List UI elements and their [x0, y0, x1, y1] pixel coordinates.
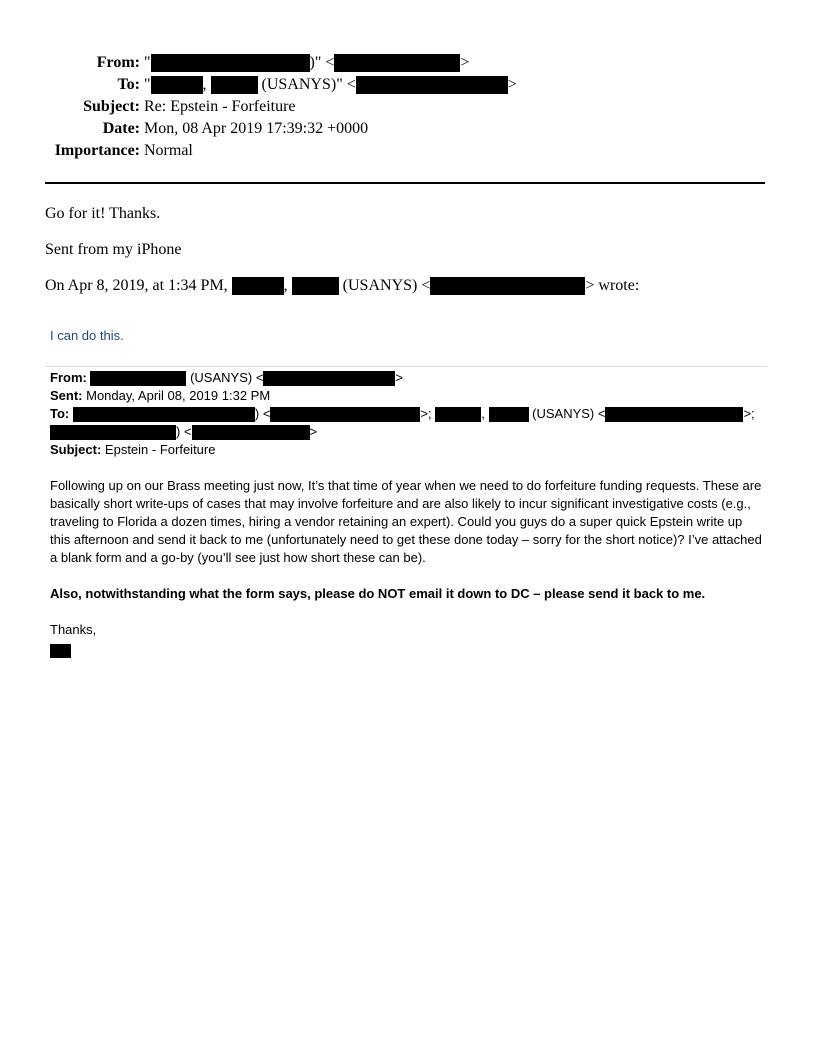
closing: Thanks,: [50, 622, 97, 637]
date-label: Date:: [102, 120, 140, 137]
original-to-row-continued: ) < >: [50, 423, 770, 441]
redaction: [192, 425, 310, 440]
to-label: To:: [117, 76, 140, 93]
original-message-header: [50, 369, 770, 459]
message-body: Following up on our Brass meeting just now, It’s that time of year when we need to do forfeiture funding requests. These are basically short write-ups of cases that may involve forfeiture and are also likely to incur significant investigative costs (e.g., traveling to Florida a dozen times, hiring a vendor retaining an expert). Could you guys do a super quick Epstein write up this afternoon and send it back to me (unfortunately need to get these done today – sorry for the short notice)? I’ve attached a blank form and a go-by (you’ll see just how short these can be).: [50, 478, 762, 565]
redaction: [356, 76, 508, 94]
importance-label: Importance:: [54, 142, 140, 159]
quoted-reply: I can do this.: [50, 328, 124, 343]
redaction: [232, 277, 284, 295]
sent-from-line: Sent from my iPhone: [45, 241, 182, 258]
importance-value: Normal: [144, 142, 193, 159]
quote-header: On Apr 8, 2019, at 1:34 PM, , (USANYS) < > wrote:: [45, 277, 640, 294]
signature-redaction: [50, 642, 71, 660]
redaction: [605, 407, 743, 422]
reply-line: Go for it! Thanks.: [45, 205, 161, 222]
subject-row: [0, 96, 816, 118]
to-row: [0, 74, 816, 96]
quote-separator: [45, 366, 767, 367]
from-row: [0, 52, 816, 74]
original-to-row: To: ) < >; , (USANYS) < >;: [50, 406, 755, 421]
original-sent-row: Sent: Monday, April 08, 2019 1:32 PM: [50, 388, 271, 403]
redaction: [292, 277, 339, 295]
redaction: [90, 371, 186, 386]
redaction: [489, 407, 529, 422]
from-value: " )" < >: [144, 54, 470, 71]
redaction: [151, 54, 310, 72]
original-from-row: From: (USANYS) < >: [50, 370, 404, 385]
original-subject-row: Subject: Epstein - Forfeiture: [50, 442, 216, 457]
from-label: From:: [96, 54, 140, 71]
redaction: [151, 76, 203, 94]
to-value: " , (USANYS)" < >: [144, 76, 517, 93]
redaction: [430, 277, 585, 295]
header-divider: [45, 182, 765, 184]
redaction: [334, 54, 460, 72]
redaction: [211, 76, 258, 94]
date-row: [0, 118, 816, 140]
redaction: [263, 371, 395, 386]
email-header: [0, 52, 816, 162]
redaction: [73, 407, 255, 422]
redaction: [270, 407, 420, 422]
importance-row: [0, 140, 816, 162]
message-emphasis: Also, notwithstanding what the form says, please do NOT email it down to DC – please send it back to me.: [50, 586, 706, 601]
subject-label: Subject:: [83, 98, 140, 115]
date-value: Mon, 08 Apr 2019 17:39:32 +0000: [144, 120, 369, 137]
subject-value: Re: Epstein - Forfeiture: [144, 98, 296, 115]
redaction: [435, 407, 481, 422]
redaction: [50, 425, 176, 440]
redaction: [50, 644, 71, 658]
